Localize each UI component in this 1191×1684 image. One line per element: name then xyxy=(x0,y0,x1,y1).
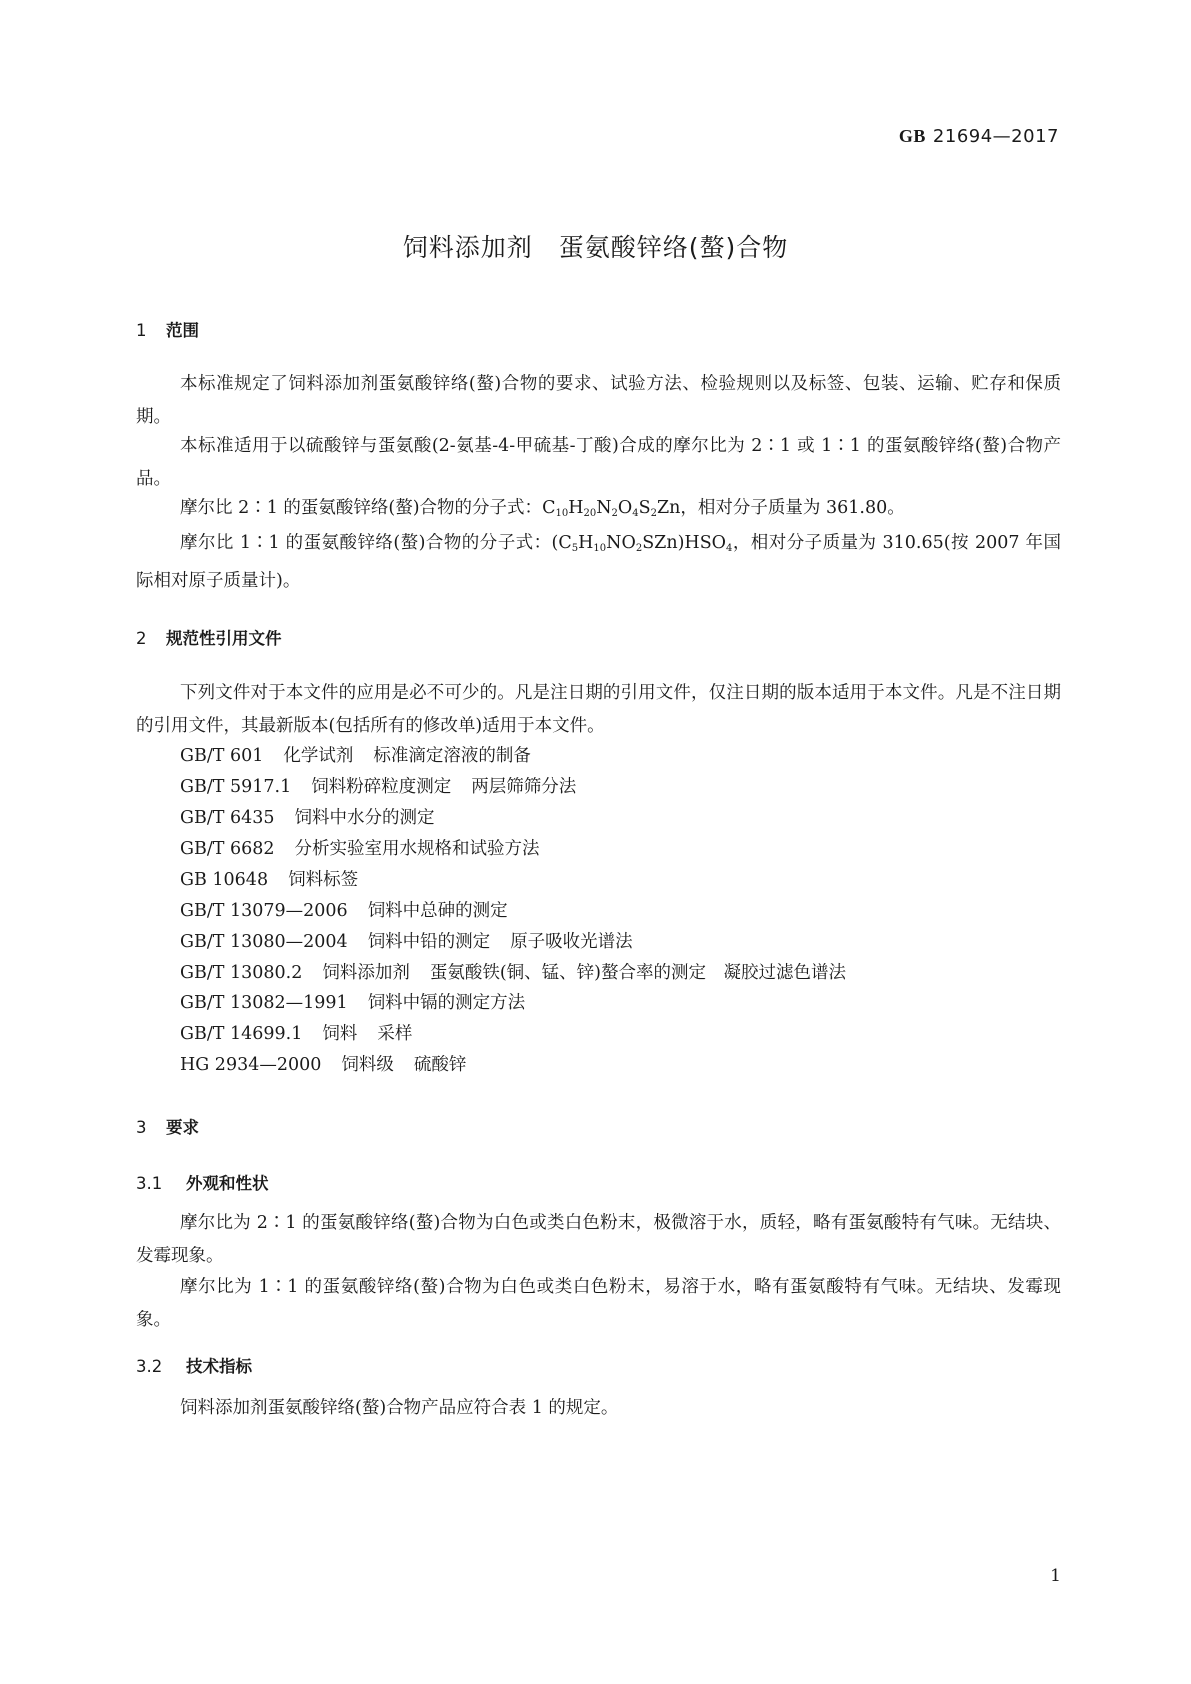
reference-title: 饲料中铅的测定 xyxy=(367,932,491,952)
molecular-mass: ，相对分子质量为 310.65(按 2007 年国际相对原子质量计)。 xyxy=(136,533,1061,591)
reference-item xyxy=(180,899,508,923)
section-number: 2 xyxy=(136,629,147,648)
technical-index-paragraph: 饲料添加剂蛋氨酸锌络(螯)合物产品应符合表 1 的规定。 xyxy=(180,1398,619,1418)
section-number: 1 xyxy=(136,321,147,340)
reference-item xyxy=(180,868,358,892)
reference-item xyxy=(180,806,435,830)
standard-code: 21694—2017 xyxy=(932,126,1059,147)
reference-subtitle: 标准滴定溶液的制备 xyxy=(373,746,531,766)
reference-item xyxy=(180,775,576,799)
reference-item xyxy=(180,961,846,985)
reference-title: 饲料标签 xyxy=(288,870,359,890)
reference-title: 饲料 xyxy=(322,1024,358,1044)
standard-prefix: GB xyxy=(898,126,926,146)
reference-subtitle: 原子吸收光谱法 xyxy=(510,932,633,952)
standard-number xyxy=(899,126,1059,147)
reference-title: 饲料添加剂 xyxy=(322,963,410,983)
section-2-heading xyxy=(136,625,282,649)
reference-subtitle: 硫酸锌 xyxy=(413,1055,467,1075)
reference-code: GB 10648 xyxy=(180,870,269,890)
reference-title: 饲料中总砷的测定 xyxy=(367,901,508,921)
reference-title: 分析实验室用水规格和试验方法 xyxy=(294,839,540,859)
appearance-paragraph-2: 摩尔比为 1∶1 的蛋氨酸锌络(螯)合物为白色或类白色粉末，易溶于水，略有蛋氨酸特有气味。无结块、发霉现象。 xyxy=(136,1277,1061,1330)
reference-item xyxy=(180,1053,466,1077)
reference-item xyxy=(180,744,531,768)
reference-subtitle: 采样 xyxy=(377,1024,413,1044)
scope-paragraph-1: 本标准规定了饲料添加剂蛋氨酸锌络(螯)合物的要求、试验方法、检验规则以及标签、包装、运输、贮存和保质期。 xyxy=(136,374,1061,427)
reference-title: 饲料中水分的测定 xyxy=(294,808,435,828)
subsection-number: 3.2 xyxy=(136,1357,163,1376)
scope-paragraph-4 xyxy=(136,527,1061,598)
reference-item xyxy=(180,991,525,1015)
scope-paragraph-3 xyxy=(136,492,1061,530)
scope-paragraph-2: 本标准适用于以硫酸锌与蛋氨酸(2-氨基-4-甲硫基-丁酸)合成的摩尔比为 2∶1 或 1∶1 的蛋氨酸锌络(螯)合物产品。 xyxy=(136,436,1061,489)
formula-label: 摩尔比 1∶1 的蛋氨酸锌络(螯)合物的分子式： xyxy=(180,533,552,553)
section-title: 要求 xyxy=(166,1118,199,1137)
reference-item xyxy=(180,930,633,954)
section-number: 3 xyxy=(136,1118,147,1137)
reference-title: 饲料级 xyxy=(341,1055,394,1075)
reference-title: 饲料中镉的测定方法 xyxy=(367,993,526,1013)
section-title: 范围 xyxy=(166,321,199,340)
reference-subtitle: 蛋氨酸铁(铜、锰、锌)螯合率的测定 凝胶过滤色谱法 xyxy=(429,963,846,983)
document-title: 饲料添加剂 蛋氨酸锌络(螯)合物 xyxy=(402,233,789,262)
molecular-mass: ，相对分子质量为 361.80。 xyxy=(680,498,905,518)
subsection-title: 技术指标 xyxy=(186,1357,252,1376)
section-3-1-heading xyxy=(136,1170,269,1194)
molecular-formula: $C_{10}H_{20}N_2O_4S_2Zn$ xyxy=(542,498,681,519)
reference-subtitle: 两层筛筛分法 xyxy=(471,777,577,797)
section-title: 规范性引用文件 xyxy=(166,629,282,648)
section-3-heading xyxy=(136,1114,199,1138)
reference-title: 化学试剂 xyxy=(283,746,354,766)
subsection-number: 3.1 xyxy=(136,1174,163,1193)
reference-title: 饲料粉碎粒度测定 xyxy=(311,777,452,797)
reference-code: GB/T 5917.1 xyxy=(180,777,292,797)
appearance-paragraph-1: 摩尔比为 2∶1 的蛋氨酸锌络(螯)合物为白色或类白色粉末，极微溶于水，质轻，略有蛋氨酸特有气味。无结块、发霉现象。 xyxy=(136,1213,1061,1266)
references-intro: 下列文件对于本文件的应用是必不可少的。凡是注日期的引用文件，仅注日期的版本适用于本文件。凡是不注日期的引用文件，其最新版本(包括所有的修改单)适用于本文件。 xyxy=(136,683,1061,736)
reference-code: HG 2934—2000 xyxy=(180,1055,322,1075)
section-3-2-heading xyxy=(136,1353,252,1377)
page-number: 1 xyxy=(1050,1566,1061,1586)
reference-item xyxy=(180,1022,412,1046)
subsection-title: 外观和性状 xyxy=(186,1174,269,1193)
reference-code: GB/T 6435 xyxy=(180,808,275,828)
reference-code: GB/T 13079—2006 xyxy=(180,901,348,921)
reference-code: GB/T 13082—1991 xyxy=(180,993,348,1013)
reference-code: GB/T 13080.2 xyxy=(180,963,303,983)
reference-item xyxy=(180,837,540,861)
reference-code: GB/T 14699.1 xyxy=(180,1024,303,1044)
section-1-heading xyxy=(136,317,199,341)
formula-label: 摩尔比 2∶1 的蛋氨酸锌络(螯)合物的分子式： xyxy=(180,498,543,518)
reference-code: GB/T 6682 xyxy=(180,839,275,859)
reference-code: GB/T 13080—2004 xyxy=(180,932,348,952)
reference-code: GB/T 601 xyxy=(180,746,264,766)
molecular-formula: $(C_5H_{10}NO_2SZn)HSO_4$ xyxy=(551,533,733,554)
